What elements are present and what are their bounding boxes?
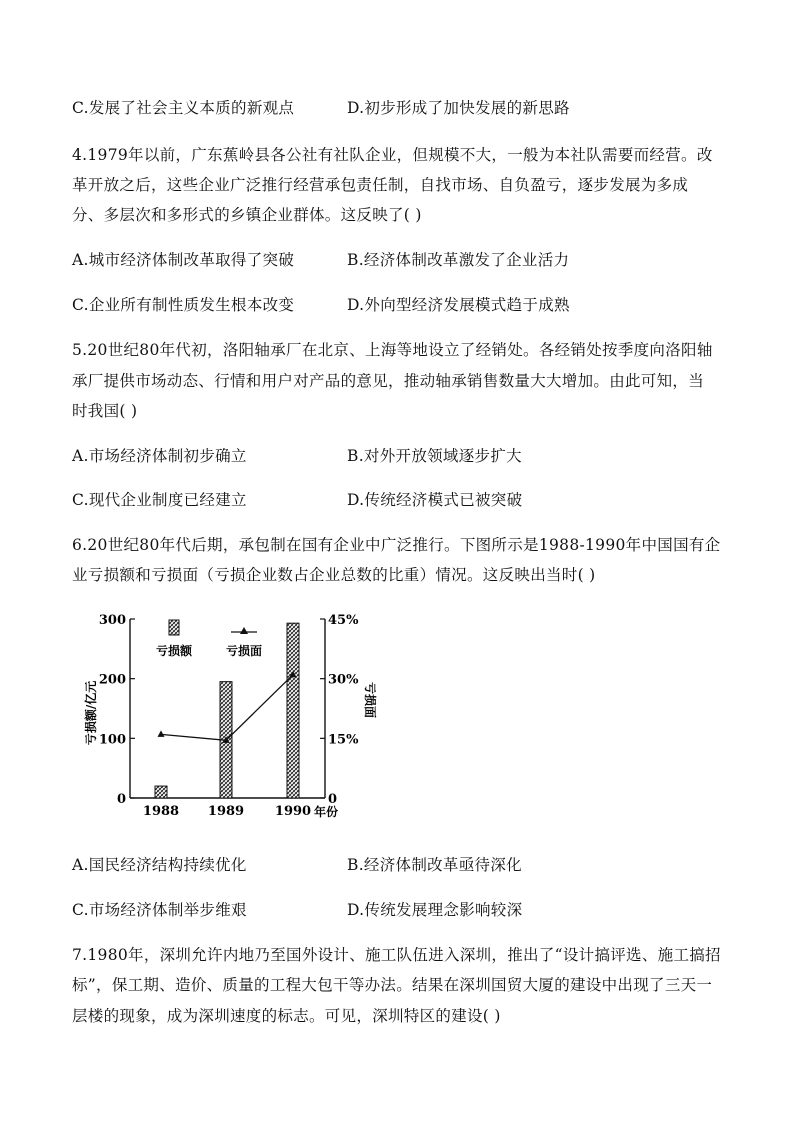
y2-axis-label: 亏损面 [363,681,377,719]
q6-option-c: C.市场经济体制举步维艰 [72,901,247,919]
y-tick-label: 200 [98,672,126,688]
q5-option-b: B.对外开放领域逐步扩大 [347,447,522,465]
q4-option-a: A.城市经济体制改革取得了突破 [72,251,295,269]
y-axis-label: 亏损额/亿元 [84,680,98,746]
q5-option-d: D.传统经济模式已被突破 [347,491,523,509]
y2-tick-label: 30% [328,672,359,688]
y2-tick-label: 15% [328,732,359,748]
q5-stem-line-2: 承厂提供市场动态、行情和用户对产品的意见，推动轴承销售数量大大增加。由此可知，当 [72,372,705,390]
q5-stem-line-1: 5.20世纪80年代初，洛阳轴承厂在北京、上海等地设立了经销处。各经销处按季度向洛阳轴 [72,341,713,359]
legend-line-marker [240,627,248,634]
q4-option-d: D.外向型经济发展模式趋于成熟 [347,296,570,314]
legend-bar-label: 亏损额 [155,644,193,658]
q5-stem-line-3: 时我国( ) [72,402,138,420]
bar-loss-amount [287,623,299,798]
q7-stem-line-2: 标”，保工期、造价、质量的工程大包干等办法。结果在深圳国贸大厦的建设中出现了三天一 [72,976,713,994]
x-tick-label: 1990 [274,804,312,819]
y-tick-label: 0 [116,792,126,807]
chart-legend [156,620,262,658]
x-axis-label: 年份 [313,805,339,819]
q4-stem-line-1: 4.1979年以前，广东蕉岭县各公社有社队企业，但规模不大，一般为本社队需要而经营。改 [72,146,713,164]
y2-tick-label: 0 [328,792,338,807]
loss-chart [80,605,380,820]
q4-option-c: C.企业所有制性质发生根本改变 [72,296,295,314]
q6-stem-line-2: 业亏损额和亏损面（亏损企业数占企业总数的比重）情况。这反映出当时( ) [72,566,596,584]
x-tick-label: 1988 [142,804,180,819]
q7-stem-line-3: 层楼的现象，成为深圳速度的标志。可见，深圳特区的建设( ) [72,1007,501,1025]
q6-option-b: B.经济体制改革亟待深化 [347,856,522,874]
q5-option-a: A.市场经济体制初步确立 [72,447,247,465]
q4-option-b: B.经济体制改革激发了企业活力 [347,251,570,269]
y-tick-label: 100 [98,732,126,748]
q4-stem-line-2: 革开放之后，这些企业广泛推行经营承包责任制，自找市场、自负盈亏，逐步发展为多成 [72,176,689,194]
y2-tick-label: 45% [328,613,359,628]
q3-option-c: C.发展了社会主义本质的新观点 [72,99,295,117]
q6-stem-line-1: 6.20世纪80年代后期，承包制在国有企业中广泛推行。下图所示是1988-1990年中国国有企 [72,536,721,554]
legend-bar-swatch [169,620,179,635]
q4-stem-line-3: 分、多层次和多形式的乡镇企业群体。这反映了( ) [72,206,422,224]
q7-stem-line-1: 7.1980年，深圳允许内地乃至国外设计、施工队伍进入深圳，推出了“设计搞评选、施工搞招 [72,946,721,964]
x-tick-label: 1989 [207,804,245,819]
legend-line-label: 亏损面 [225,644,263,658]
bar-loss-amount [155,786,167,798]
y-tick-label: 300 [98,613,126,628]
point-loss-ratio [158,730,165,737]
q3-option-d: D.初步形成了加快发展的新思路 [347,99,570,117]
q5-option-c: C.现代企业制度已经建立 [72,491,247,509]
q6-option-a: A.国民经济结构持续优化 [72,856,247,874]
q6-option-d: D.传统发展理念影响较深 [347,901,523,919]
